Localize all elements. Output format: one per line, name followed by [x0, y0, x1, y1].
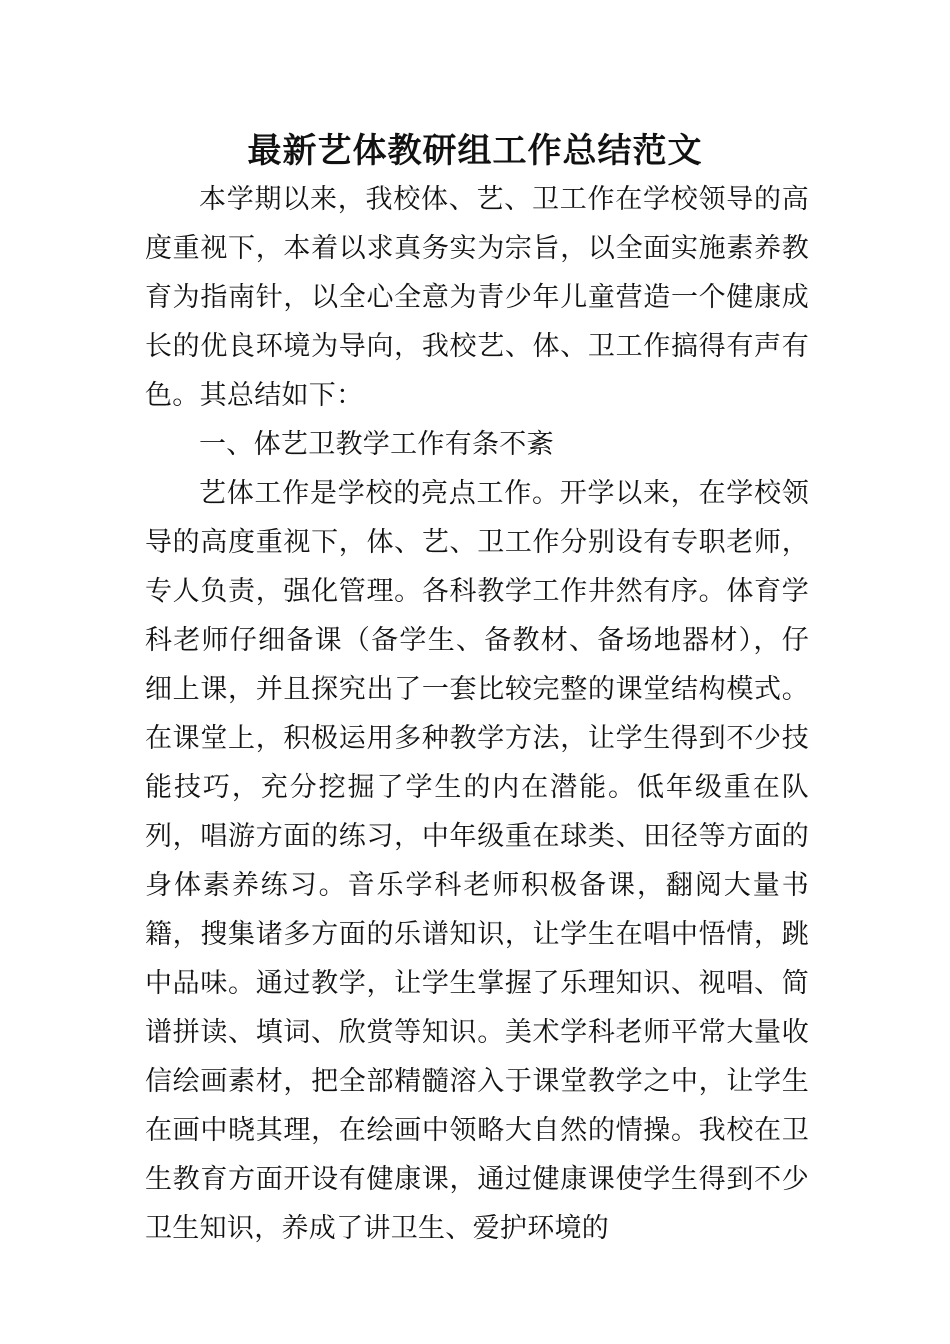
document-title: 最新艺体教研组工作总结范文	[247, 131, 703, 171]
document-body	[145, 175, 809, 1253]
body-paragraph: 艺体工作是学校的亮点工作。开学以来，在学校领导的高度重视下，体、艺、卫工作分别设有专职老师，专人负责，强化管理。各科教学工作井然有序。体育学科老师仔细备课（备学生、备教材、备场地器材），仔细上课，并且探究出了一套比较完整的课堂结构模式。在课堂上，积极运用多种教学方法，让学生得到不少技能技巧，充分挖掘了学生的内在潜能。低年级重在队列，唱游方面的练习，中年级重在球类、田径等方面的身体素养练习。音乐学科老师积极备课，翻阅大量书籍，搜集诸多方面的乐谱知识，让学生在唱中悟情，跳中品味。通过教学，让学生掌握了乐理知识、视唱、简谱拼读、填词、欣赏等知识。美术学科老师平常大量收信绘画素材，把全部精髓溶入于课堂教学之中，让学生在画中晓其理，在绘画中领略大自然的情操。我校在卫生教育方面开设有健康课，通过健康课使学生得到不少卫生知识，养成了讲卫生、爱护环境的	[145, 478, 809, 1244]
section-heading: 一、体艺卫教学工作有条不紊	[199, 429, 554, 460]
intro-paragraph: 本学期以来，我校体、艺、卫工作在学校领导的高度重视下，本着以求真务实为宗旨，以全面实施素养教育为指南针，以全心全意为青少年儿童营造一个健康成长的优良环境为导向，我校艺、体、卫工作搞得有声有色。其总结如下：	[145, 184, 809, 411]
